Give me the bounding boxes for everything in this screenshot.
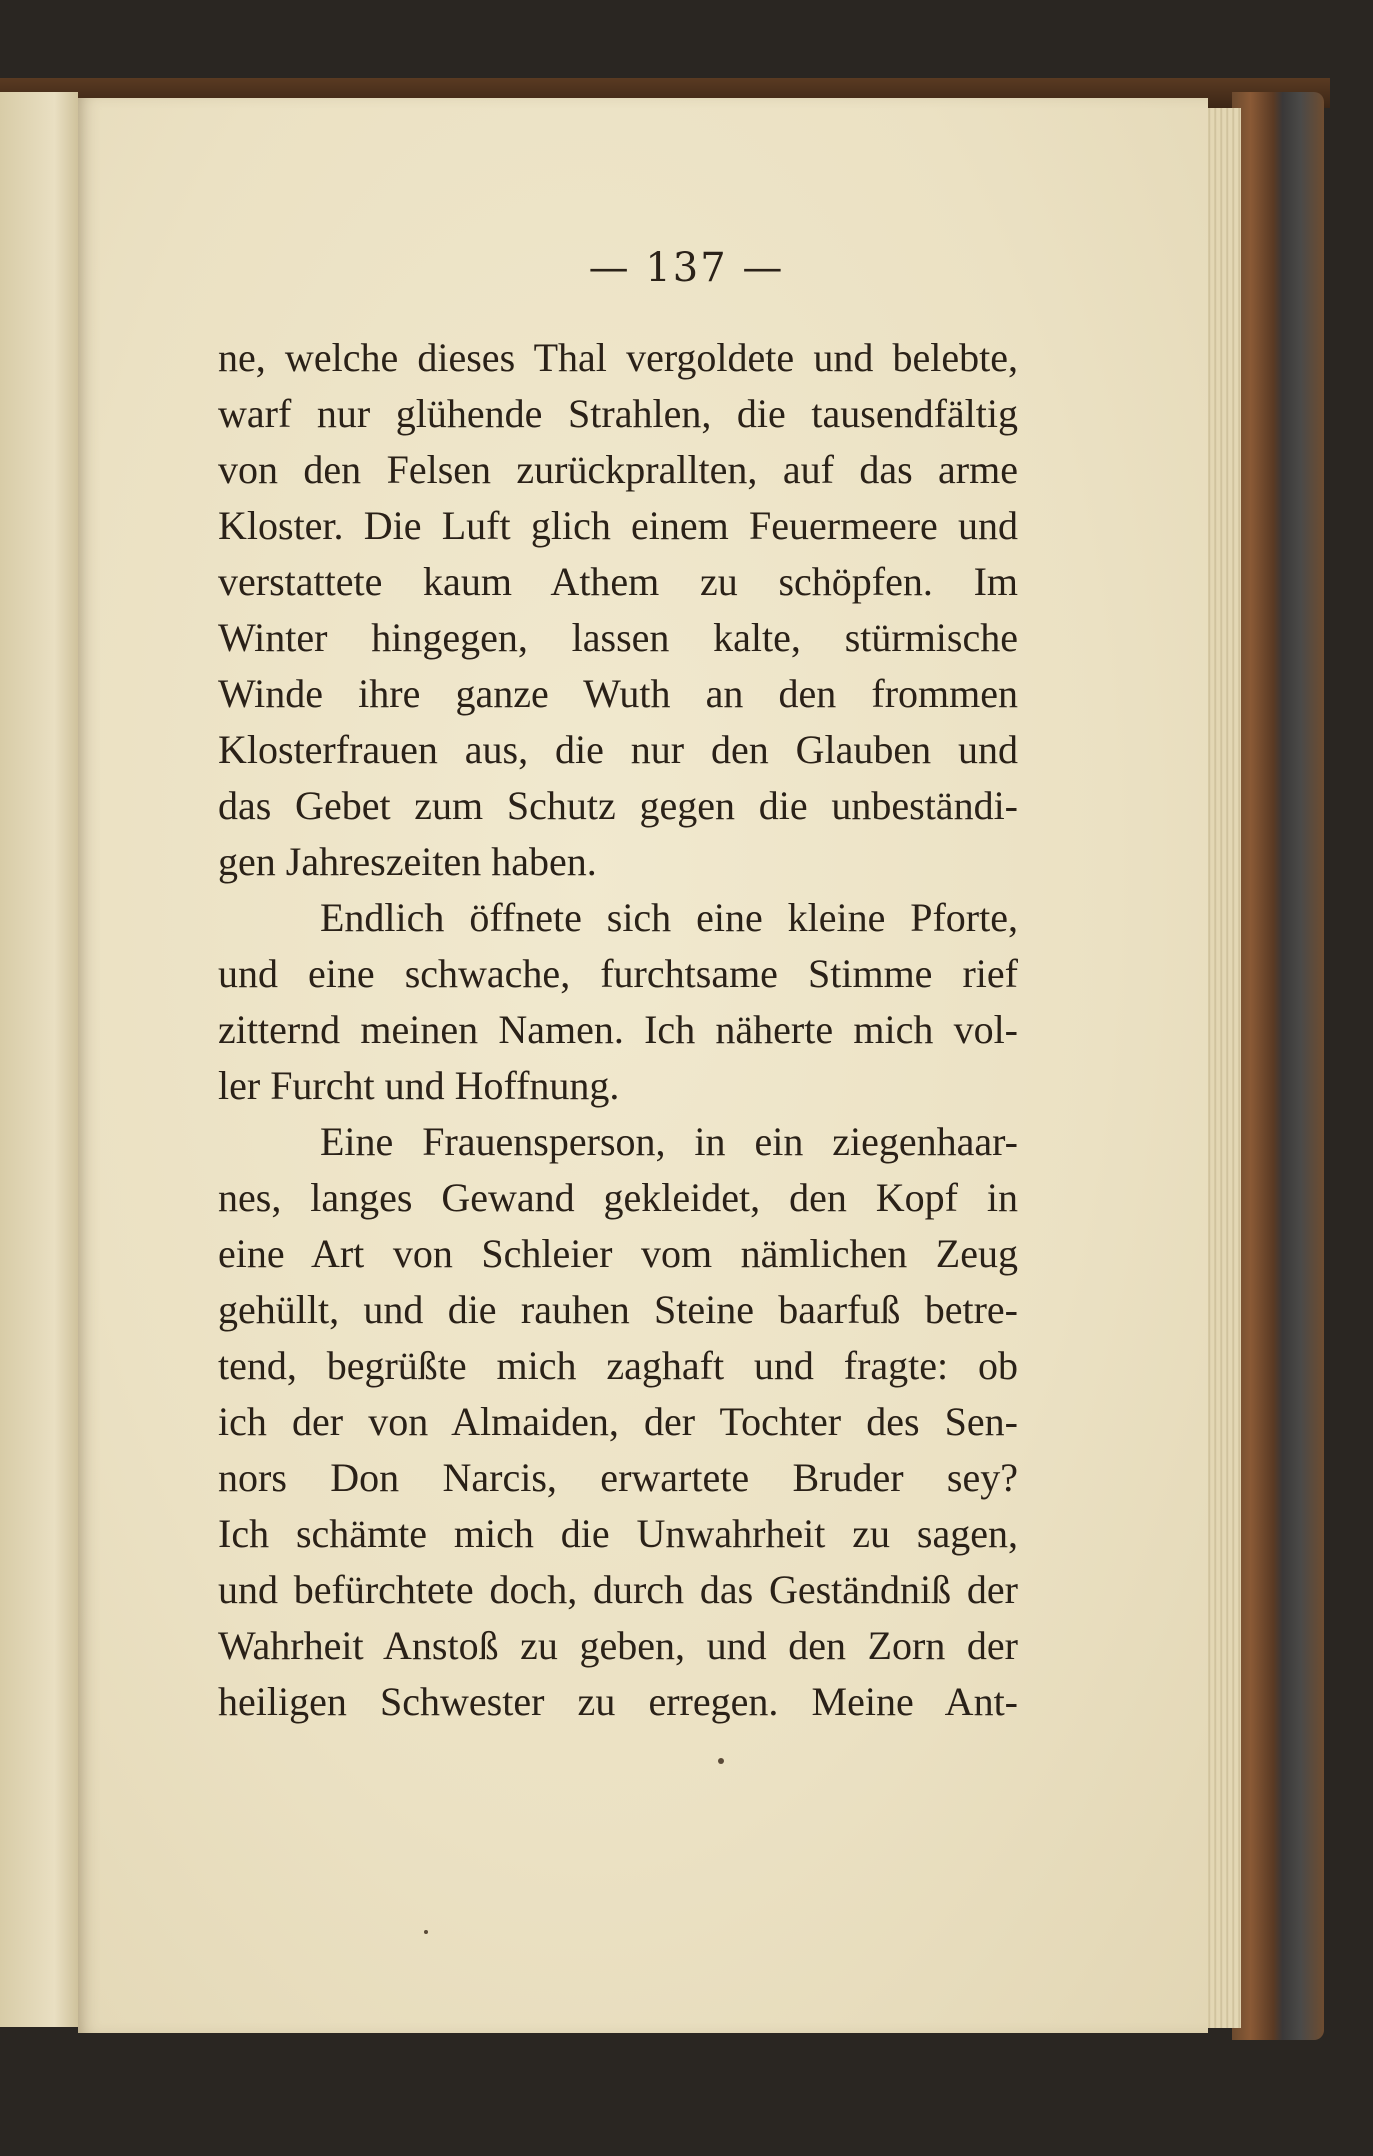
paper-speck [718, 1758, 724, 1764]
text-line: heiligen Schwester zu erregen. Meine Ant- [218, 1679, 1018, 1724]
paper-speck [424, 1930, 428, 1934]
text-line: und eine schwache, furchtsame Stimme rief [218, 951, 1018, 996]
text-line: Klosterfrauen aus, die nur den Glauben und [218, 727, 1018, 772]
text-line: ne, welche dieses Thal vergoldete und belebte, [218, 335, 1018, 380]
text-line: ler Furcht und Hoffnung. [218, 1063, 620, 1108]
page-text [218, 330, 1018, 1730]
text-line: von den Felsen zurückprallten, auf das arme [218, 447, 1018, 492]
text-line: eine Art von Schleier vom nämlichen Zeug [218, 1231, 1018, 1276]
text-line: tend, begrüßte mich zaghaft und fragte: ob [218, 1343, 1018, 1388]
text-line: Ich schämte mich die Unwahrheit zu sagen, [218, 1511, 1018, 1556]
page-edges [1205, 108, 1241, 2028]
text-line: Winter hingegen, lassen kalte, stürmische [218, 615, 1018, 660]
text-line: zitternd meinen Namen. Ich näherte mich vol- [218, 1007, 1018, 1052]
text-line: gehüllt, und die rauhen Steine baarfuß betre- [218, 1287, 1018, 1332]
text-line: ich der von Almaiden, der Tochter des Sen- [218, 1399, 1018, 1444]
text-line: nes, langes Gewand gekleidet, den Kopf in [218, 1175, 1018, 1220]
text-line: warf nur glühende Strahlen, die tausendfältig [218, 391, 1018, 436]
text-line: nors Don Narcis, erwartete Bruder sey? [218, 1455, 1018, 1500]
text-line: verstattete kaum Athem zu schöpfen. Im [218, 559, 1018, 604]
text-line: Kloster. Die Luft glich einem Feuermeere und [218, 503, 1018, 548]
text-line: Endlich öffnete sich eine kleine Pforte, [320, 895, 1018, 940]
text-line: das Gebet zum Schutz gegen die unbeständi- [218, 783, 1018, 828]
text-line: und befürchtete doch, durch das Geständniß der [218, 1567, 1018, 1612]
facing-page-edge [0, 92, 78, 2027]
text-line: Winde ihre ganze Wuth an den frommen [218, 671, 1018, 716]
text-line: Wahrheit Anstoß zu geben, und den Zorn der [218, 1623, 1018, 1668]
text-line: Eine Frauensperson, in ein ziegenhaar- [320, 1119, 1018, 1164]
page-number: — 137 — [588, 245, 785, 291]
text-line: gen Jahreszeiten haben. [218, 839, 597, 884]
book-cover-spine-edge [1232, 92, 1324, 2040]
